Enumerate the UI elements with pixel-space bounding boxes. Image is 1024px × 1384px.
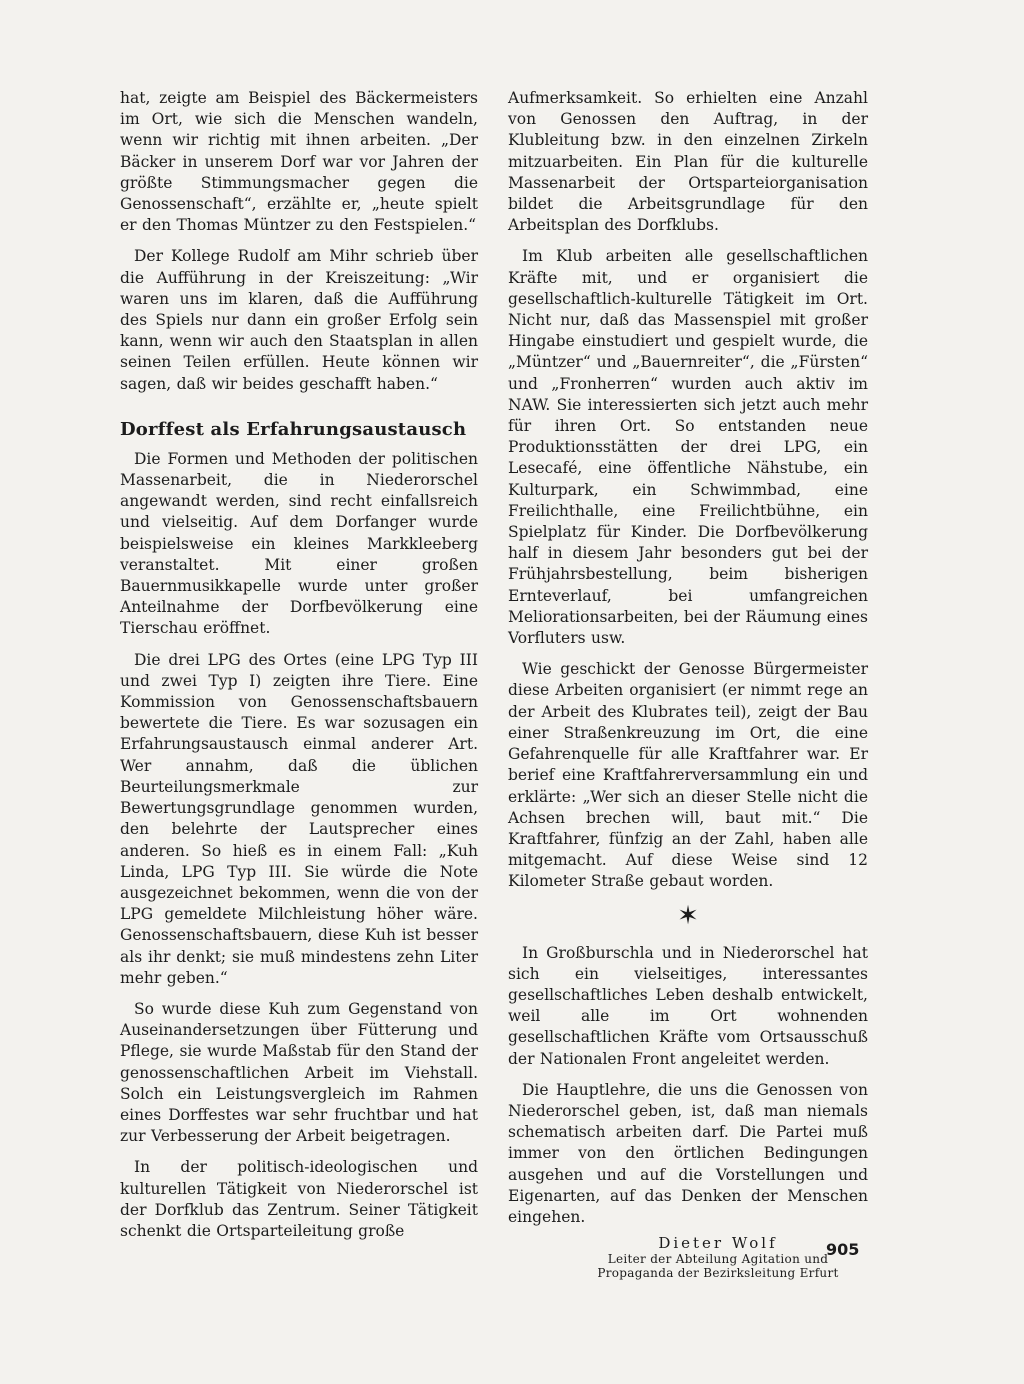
- paragraph: Wie geschickt der Genosse Bürgermeister diese Arbeiten organisiert (er nimmt rege an der Arbeit des Klubrates teil), zeigt der Bau einer Straßenkreuzung im Ort, die eine Gefahrenquelle für alle Kraftfahrer war. Er berief eine Kraftfahrerversammlung ein und erklärte: „Wer sich an dieser Stelle nicht die Achsen brechen will, baut mit.“ Die Kraftfahrer, fünfzig an der Zahl, haben alle mitgemacht. Auf diese Weise sind 12 Kilometer Straße gebaut worden.: [508, 660, 868, 891]
- paragraph: So wurde diese Kuh zum Gegenstand von Auseinandersetzungen über Fütterung und Pflege, sie wurde Maßstab für den Stand der genossenschaftlichen Arbeit im Viehstall. Solch ein Leistungsvergleich im Rahmen eines Dorffestes war sehr fruchtbar und hat zur Verbesserung der Arbeit beigetragen.: [120, 999, 478, 1146]
- paragraph: Der Kollege Rudolf am Mihr schrieb über die Aufführung in der Kreiszeitung: „Wir waren uns im klaren, daß die Aufführung des Spiels nur dann ein großer Erfolg sein kann, wenn wir auch den Staatsplan in allen seinen Teilen erfüllen. Heute können wir sagen, daß wir beides geschafft haben.“: [120, 247, 478, 393]
- paragraph: Die Hauptlehre, die uns die Genossen von Niederorschel geben, ist, daß man niemals schematisch arbeiten darf. Die Partei muß immer von den örtlichen Bedingungen ausgehen und auf die Vorstellungen und Eigenarten, auf das Denken der Menschen eingehen.: [508, 1080, 868, 1226]
- paragraph: hat, zeigte am Beispiel des Bäckermeisters im Ort, wie sich die Menschen wandeln, wenn wir richtig mit ihnen arbeiten. „Der Bäcker in unserem Dorf war vor Jahren der größte Stimmungsmacher gegen die Genossenschaft“, erzählte er, „heute spielt er den Thomas Müntzer zu den Festspielen.“: [120, 89, 478, 235]
- section-heading: Dorffest als Erfahrungsaustausch: [120, 418, 467, 440]
- paragraph: Die drei LPG des Ortes (eine LPG Typ III und zwei Typ I) zeigten ihre Tiere. Eine Kommission von Genossenschaftsbauern bewertete die Tiere. Es war sozusagen ein Erfahrungsaustausch einmal anderer Art. Wer annahm, daß die üblichen Beurteilungsmerkmale zur Bewertungsgrundlage genommen wurden, den belehrte der Lautsprecher eines anderen. So hieß es in einem Fall: „Kuh Linda, LPG Typ III. Sie würde die Note ausgezeichnet bekommen, wenn die von der LPG gemeldete Milchleistung höher wäre. Genossenschaftsbauern, diese Kuh ist besser als ihr denkt; sie muß mindestens zehn Liter mehr geben.“: [120, 650, 478, 987]
- author-role: Leiter der Abteilung Agitation und: [607, 1252, 829, 1267]
- paragraph: Die Formen und Methoden der politischen Massenarbeit, die in Niederorschel angewandt werden, sind recht einfallsreich und vielseitig. Auf dem Dorfanger wurde beispielsweise ein kleines Markkleeberg veranstaltet. Mit einer großen Bauernmusikkapelle wurde unter großer Anteilnahme der Dorfbevölkerung eine Tierschau eröffnet.: [120, 449, 478, 638]
- section-divider-star: ✶: [677, 900, 699, 931]
- author-role: Propaganda der Bezirksleitung Erfurt: [597, 1266, 839, 1281]
- page-number: 905: [826, 1240, 860, 1259]
- paragraph: Aufmerksamkeit. So erhielten eine Anzahl von Genossen den Auftrag, in der Klubleitung bzw. in den einzelnen Zirkeln mitzuarbeiten. Ein Plan für die kulturelle Massenarbeit der Ortsparteiorganisation bildet die Arbeitsgrundlage für den Arbeitsplan des Dorfklubs.: [508, 89, 868, 235]
- author-name: Dieter Wolf: [658, 1234, 778, 1253]
- left-column: [120, 88, 478, 1252]
- right-column: [508, 88, 868, 1280]
- author-signature: [508, 1234, 868, 1280]
- paragraph: In der politisch-ideologischen und kulturellen Tätigkeit von Niederorschel ist der Dorfklub das Zentrum. Seiner Tätigkeit schenkt die Ortsparteileitung große: [120, 1158, 478, 1240]
- paragraph: Im Klub arbeiten alle gesellschaftlichen Kräfte mit, und er organisiert die gesellschaftlich-kulturelle Tätigkeit im Ort. Nicht nur, daß das Massenspiel mit großer Hingabe einstudiert und gespielt wurde, die „Müntzer“ und „Bauernreiter“, die „Fürsten“ und „Fronherren“ wurden auch aktiv im NAW. Sie interessierten sich jetzt auch mehr für ihren Ort. So entstanden neue Produktionsstätten der drei LPG, ein Lesecafé, eine öffentliche Nähstube, ein Kulturpark, ein Schwimmbad, eine Freilichthalle, eine Freilichtbühne, ein Spielplatz für Kinder. Die Dorfbevölkerung half in diesem Jahr besonders gut bei der Frühjahrsbestellung, beim bisherigen Ernteverlauf, bei umfangreichen Meliorationsarbeiten, bei der Räumung eines Vorfluters usw.: [508, 247, 868, 648]
- paragraph: In Großburschla und in Niederorschel hat sich ein vielseitiges, interessantes gesellschaftliches Leben deshalb entwickelt, weil alle im Ort wohnenden gesellschaftlichen Kräfte vom Ortsausschuß der Nationalen Front angeleitet werden.: [508, 943, 868, 1068]
